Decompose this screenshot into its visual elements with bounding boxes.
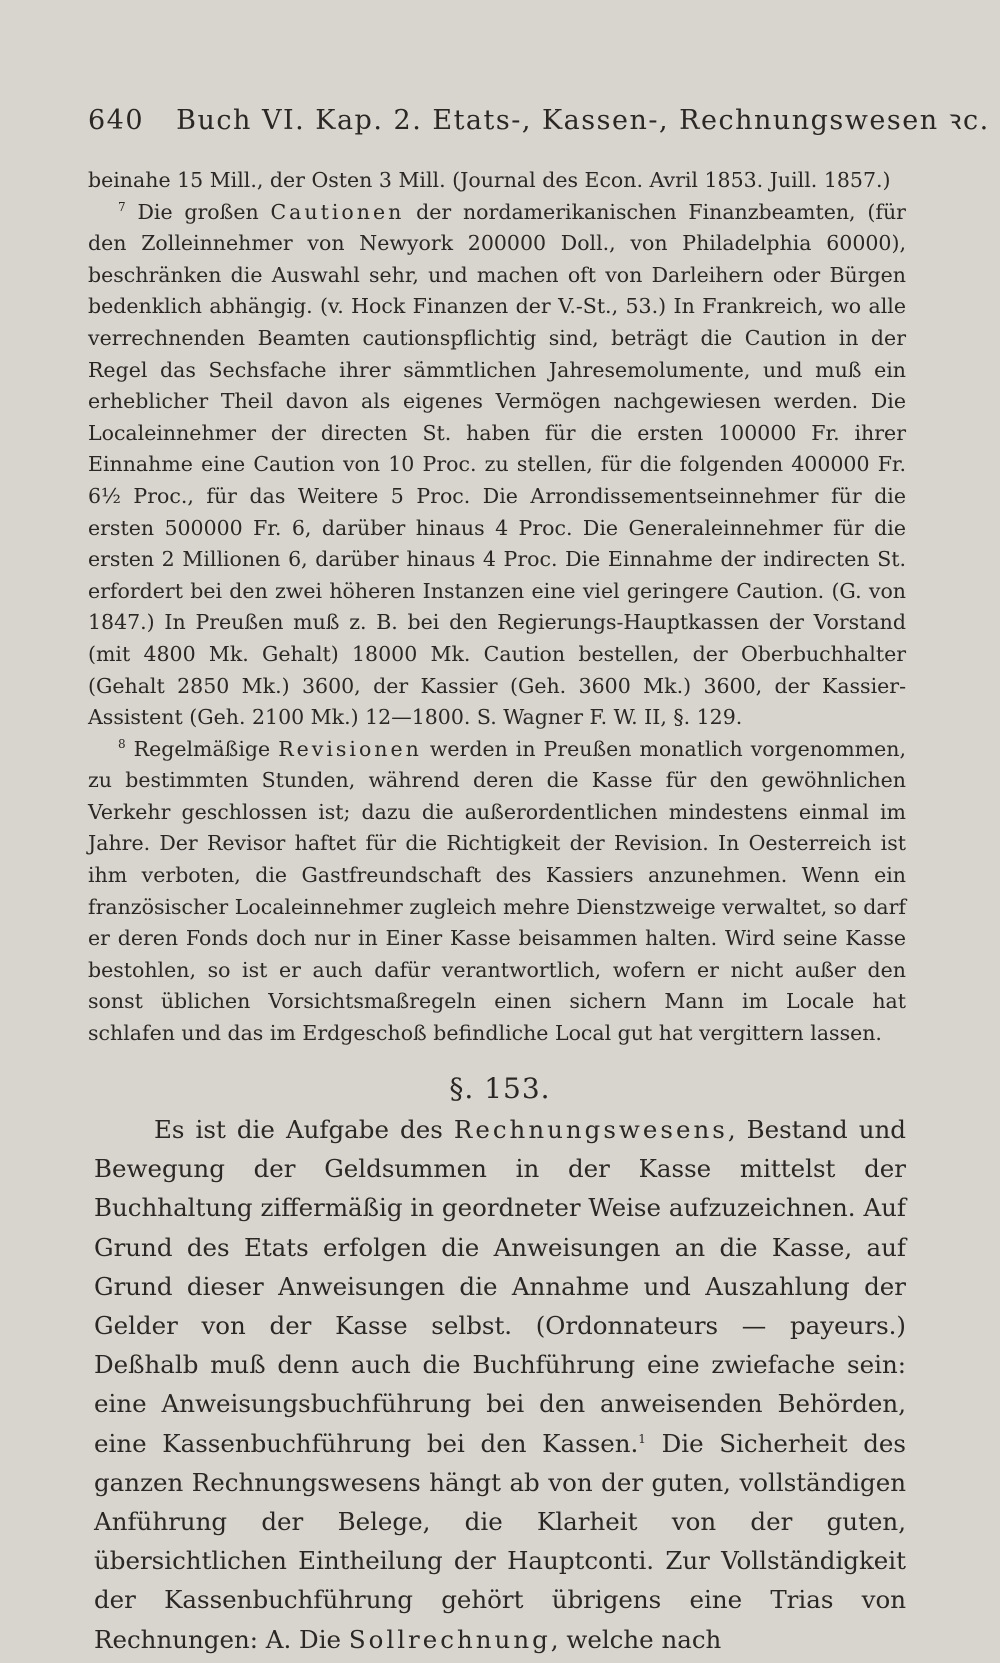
- paragraph-1-part-a: Es ist die Aufgabe des: [154, 1115, 443, 1144]
- paragraph-1-part-c: Die Sicherheit des ganzen Rechnungswesens hängt ab von der guten, vollständigen Anführung der Belege, die Klarheit von der guten, übersichtlichen Eintheilung der Hauptconti. Zur Vollständigkeit der Kassenbuchführung gehört übrigens eine Trias von Rechnungen: A. Die: [94, 1428, 906, 1654]
- section-heading: §. 153.: [449, 1072, 551, 1105]
- paragraph-1-part-b: , Bestand und Bewegung der Geldsummen in der Kasse mittelst der Buchhaltung ziffermäßig in geordneter Weise aufzuzeichnen. Auf Grund des Etats erfolgen die Anweisungen an die Kasse, auf Grund dieser Anweisungen die Annahme und Auszahlung der Gelder von der Kasse selbst. (Ordonnateurs — payeurs.) Deßhalb muß denn auch die Buchführung eine zwiefache sein: eine Anweisungsbuchführung bei den anweisenden Behörden, eine Kassenbuchführung bei den Kassen.: [94, 1115, 906, 1458]
- running-title: Buch VI. Kap. 2. Etats-, Kassen-, Rechnungswesen ꝛc.: [176, 105, 990, 136]
- paragraph-1: [94, 1110, 906, 1659]
- footnote-8-intro: Regelmäßige: [133, 736, 271, 761]
- page-number: 640: [88, 105, 145, 136]
- footnote-7-emphasis: Cautionen: [270, 199, 405, 224]
- footnote-7-marker: 7: [118, 199, 126, 214]
- footnote-7: [88, 197, 906, 734]
- footnote-continuation: beinahe 15 Mill., der Osten 3 Mill. (Journal des Econ. Avril 1853. Juill. 1857.): [88, 168, 891, 192]
- paragraph-1-emphasis-2: Sollrechnung: [348, 1624, 551, 1654]
- paragraph-1-emphasis-1: Rechnungswesens: [453, 1115, 728, 1144]
- footnote-7-intro: Die großen: [137, 199, 259, 224]
- footnotes-block: [88, 165, 906, 1050]
- footnote-8-marker: 8: [118, 736, 126, 751]
- running-header: [88, 100, 990, 137]
- paragraph-1-part-d: , welche nach: [550, 1624, 722, 1654]
- footnote-7-text: der nordamerikanischen Finanzbeamten, (für den Zolleinnehmer von Newyork 200000 Doll., von Philadelphia 60000), beschränken die Auswahl sehr, und machen oft von Darleihern oder Bürgen bedenklich abhängig. (v. Hock Finanzen der V.-St., 53.) In Frankreich, wo alle verrechnenden Beamten cautionspflichtig sind, beträgt die Caution in der Regel das Sechsfache ihrer sämmtlichen Jahresemolumente, und muß ein erheblicher Theil davon als eigenes Vermögen nachgewiesen werden. Die Localeinnehmer der directen St. haben für die ersten 100000 Fr. ihrer Einnahme eine Caution von 10 Proc. zu stellen, für die folgenden 400000 Fr. 6½ Proc., für das Weitere 5 Proc. Die Arrondissementseinnehmer für die ersten 500000 Fr. 6, darüber hinaus 4 Proc. Die Generaleinnehmer für die ersten 2 Millionen 6, darüber hinaus 4 Proc. Die Einnahme der indirecten St. erfordert bei den zwei höheren Instanzen eine viel geringere Caution. (G. von 1847.) In Preußen muß z. B. bei den Regierungs-Hauptkassen der Vorstand (mit 4800 Mk. Gehalt) 18000 Mk. Caution bestellen, der Oberbuchhalter (Gehalt 2850 Mk.) 3600, der Kassier (Geh. 3600 Mk.) 3600, der Kassier-Assistent (Geh. 2100 Mk.) 12—1800. S. Wagner F. W. II, §. 129.: [88, 199, 906, 730]
- footnote-8-emphasis: Revisionen: [278, 736, 422, 761]
- footnote-8-text: werden in Preußen monatlich vorgenommen, zu bestimmten Stunden, während deren die Kasse für den gewöhnlichen Verkehr geschlossen ist; dazu die außerordentlichen mindestens einmal im Jahre. Der Revisor haftet für die Richtigkeit der Revision. In Oesterreich ist ihm verboten, die Gastfreundschaft des Kassiers anzunehmen. Wenn ein französischer Localeinnehmer zugleich mehre Dienstzweige verwaltet, so darf er deren Fonds doch nur in Einer Kasse beisammen halten. Wird seine Kasse bestohlen, so ist er auch dafür verantwortlich, wofern er nicht außer den sonst üblichen Vorsichtsmaßregeln einen sichern Mann im Locale hat schlafen und das im Erdgeschoß befindliche Local gut hat vergittern lassen.: [88, 736, 906, 1046]
- main-text: [94, 1110, 906, 1659]
- footnote-8: [88, 734, 906, 1050]
- paragraph-1-footnote-ref: 1: [638, 1431, 646, 1446]
